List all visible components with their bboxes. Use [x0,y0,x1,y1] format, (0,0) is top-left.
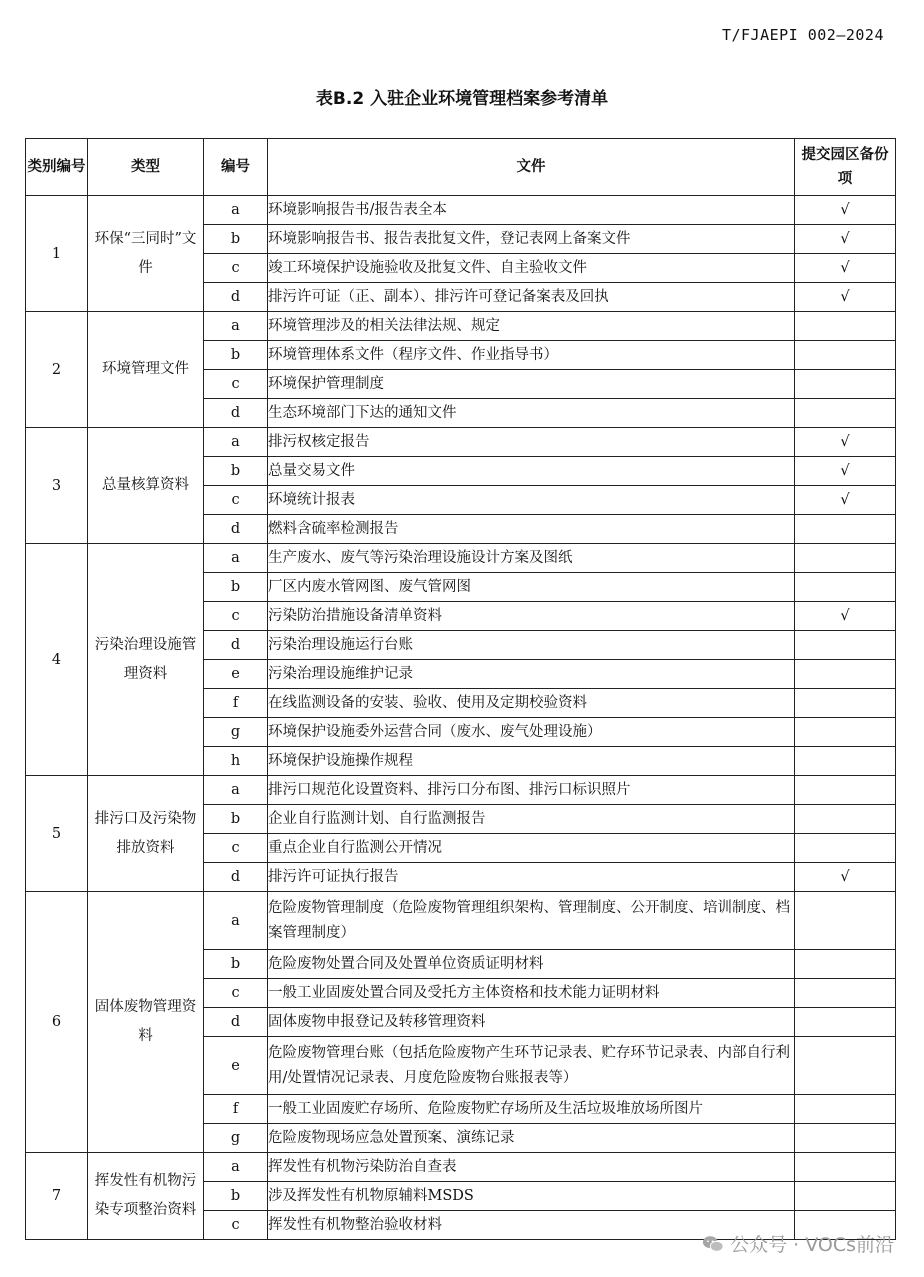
item-code: a [204,544,268,573]
submit-check-mark [795,1008,896,1037]
item-file: 排污权核定报告 [268,428,795,457]
table-title: 表B.2 入驻企业环境管理档案参考清单 [315,89,609,109]
submit-check-mark: √ [795,486,896,515]
category-number: 6 [26,892,88,1153]
item-code: g [204,1124,268,1153]
submit-check-mark: √ [795,602,896,631]
submit-check-mark [795,892,896,950]
item-file: 排污许可证（正、副本）、排污许可登记备案表及回执 [268,283,795,312]
category-number: 5 [26,776,88,892]
table-row [26,776,896,805]
item-file: 危险废物处置合同及处置单位资质证明材料 [268,950,795,979]
watermark [702,1230,894,1257]
submit-check-mark: √ [795,196,896,225]
item-file: 重点企业自行监测公开情况 [268,834,795,863]
submit-check-mark [795,1095,896,1124]
item-code: b [204,1182,268,1211]
item-file: 环境影响报告书/报告表全本 [268,196,795,225]
submit-check-mark [795,689,896,718]
submit-check-mark [795,718,896,747]
submit-check-mark [795,312,896,341]
item-file: 固体废物申报登记及转移管理资料 [268,1008,795,1037]
table-row [26,196,896,225]
submit-check-mark [795,631,896,660]
item-file: 排污许可证执行报告 [268,863,795,892]
item-code: a [204,312,268,341]
submit-check-mark: √ [795,283,896,312]
item-code: a [204,1153,268,1182]
category-number: 1 [26,196,88,312]
submit-check-mark: √ [795,863,896,892]
item-file: 危险废物现场应急处置预案、演练记录 [268,1124,795,1153]
item-file: 总量交易文件 [268,457,795,486]
item-file: 环境统计报表 [268,486,795,515]
header-code: 编号 [204,139,268,196]
item-code: d [204,283,268,312]
item-file: 企业自行监测计划、自行监测报告 [268,805,795,834]
item-code: b [204,341,268,370]
item-file: 一般工业固废处置合同及受托方主体资格和技术能力证明材料 [268,979,795,1008]
header-file: 文件 [268,139,795,196]
item-file: 涉及挥发性有机物原辅料MSDS [268,1182,795,1211]
item-code: f [204,689,268,718]
category-type: 挥发性有机物污染专项整治资料 [88,1153,204,1240]
submit-check-mark [795,950,896,979]
item-file: 环境管理体系文件（程序文件、作业指导书） [268,341,795,370]
item-file: 污染治理设施运行台账 [268,631,795,660]
item-code: c [204,486,268,515]
item-code: c [204,834,268,863]
item-file: 排污口规范化设置资料、排污口分布图、排污口标识照片 [268,776,795,805]
item-code: c [204,254,268,283]
submit-check-mark: √ [795,457,896,486]
item-code: b [204,457,268,486]
submit-check-mark [795,399,896,428]
table-row [26,428,896,457]
item-file: 环境管理涉及的相关法律法规、规定 [268,312,795,341]
submit-check-mark [795,1124,896,1153]
item-file: 危险废物管理台账（包括危险废物产生环节记录表、贮存环节记录表、内部自行利用/处置情况记录表、月度危险废物台账报表等） [268,1037,795,1095]
item-code: a [204,428,268,457]
archive-checklist-table [25,138,896,1240]
item-file: 挥发性有机物污染防治自查表 [268,1153,795,1182]
item-file: 生产废水、废气等污染治理设施设计方案及图纸 [268,544,795,573]
category-type: 排污口及污染物排放资料 [88,776,204,892]
header-category-number: 类别编号 [26,139,88,196]
item-file: 燃料含硫率检测报告 [268,515,795,544]
submit-check-mark [795,834,896,863]
table-row [26,544,896,573]
item-code: e [204,1037,268,1095]
item-code: a [204,776,268,805]
item-file: 环境保护设施操作规程 [268,747,795,776]
submit-check-mark [795,515,896,544]
item-code: d [204,863,268,892]
item-code: b [204,573,268,602]
category-type: 污染治理设施管理资料 [88,544,204,776]
item-code: c [204,979,268,1008]
submit-check-mark [795,979,896,1008]
item-code: c [204,370,268,399]
item-code: b [204,805,268,834]
category-number: 3 [26,428,88,544]
submit-check-mark [795,747,896,776]
item-file: 厂区内废水管网图、废气管网图 [268,573,795,602]
submit-check-mark [795,1037,896,1095]
category-number: 7 [26,1153,88,1240]
table-row [26,1153,896,1182]
item-code: d [204,515,268,544]
item-code: a [204,196,268,225]
item-code: h [204,747,268,776]
category-type: 总量核算资料 [88,428,204,544]
item-code: b [204,950,268,979]
item-file: 一般工业固废贮存场所、危险废物贮存场所及生活垃圾堆放场所图片 [268,1095,795,1124]
item-file: 环境影响报告书、报告表批复文件，登记表网上备案文件 [268,225,795,254]
wechat-icon [702,1233,724,1255]
item-file: 危险废物管理制度（危险废物管理组织架构、管理制度、公开制度、培训制度、档案管理制度） [268,892,795,950]
submit-check-mark: √ [795,225,896,254]
item-code: d [204,399,268,428]
submit-check-mark [795,1182,896,1211]
item-code: a [204,892,268,950]
document-code: T/FJAEPI 002—2024 [721,26,884,44]
submit-check-mark [795,544,896,573]
category-type: 环保“三同时”文件 [88,196,204,312]
item-code: f [204,1095,268,1124]
category-type: 固体废物管理资料 [88,892,204,1153]
item-code: g [204,718,268,747]
submit-check-mark: √ [795,254,896,283]
table-row [26,892,896,950]
item-file: 环境保护设施委外运营合同（废水、废气处理设施） [268,718,795,747]
submit-check-mark [795,776,896,805]
item-code: e [204,660,268,689]
table-row [26,312,896,341]
item-code: d [204,631,268,660]
submit-check-mark [795,1153,896,1182]
submit-check-mark [795,573,896,602]
header-submit-backup: 提交园区备份项 [795,139,896,196]
item-file: 竣工环境保护设施验收及批复文件、自主验收文件 [268,254,795,283]
item-code: c [204,1211,268,1240]
item-file: 在线监测设备的安装、验收、使用及定期校验资料 [268,689,795,718]
table-body [26,196,896,1240]
submit-check-mark [795,370,896,399]
submit-check-mark [795,805,896,834]
item-code: d [204,1008,268,1037]
category-number: 2 [26,312,88,428]
watermark-text: 公众号 · VOCs前沿 [730,1234,894,1256]
header-type: 类型 [88,139,204,196]
submit-check-mark [795,660,896,689]
item-file: 环境保护管理制度 [268,370,795,399]
category-type: 环境管理文件 [88,312,204,428]
item-file: 污染治理设施维护记录 [268,660,795,689]
item-file: 挥发性有机物整治验收材料 [268,1211,795,1240]
submit-check-mark: √ [795,428,896,457]
item-file: 污染防治措施设备清单资料 [268,602,795,631]
item-code: c [204,602,268,631]
category-number: 4 [26,544,88,776]
item-file: 生态环境部门下达的通知文件 [268,399,795,428]
submit-check-mark [795,341,896,370]
item-code: b [204,225,268,254]
header-row [26,139,896,196]
